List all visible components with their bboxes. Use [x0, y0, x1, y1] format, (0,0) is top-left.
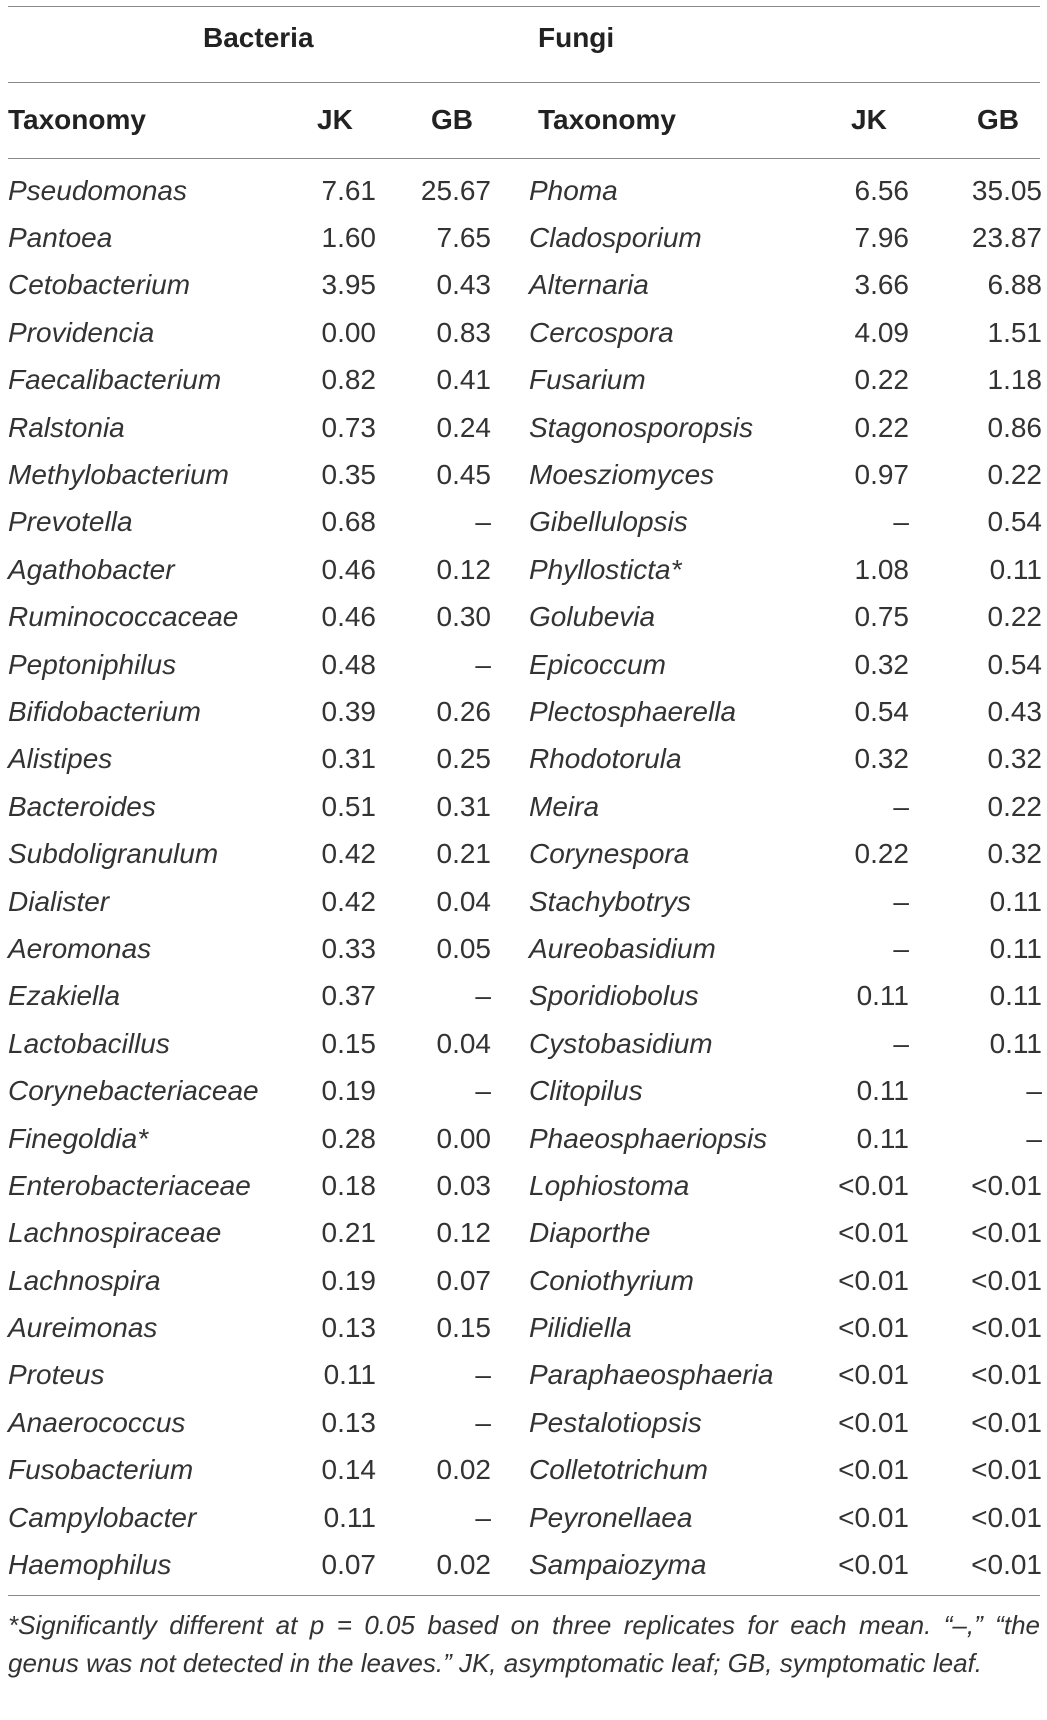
bacteria-gb-cell: 0.03: [436, 1169, 491, 1201]
fungi-gb-cell: 0.32: [987, 838, 1042, 870]
table-row: [8, 262, 1042, 309]
table-row: [8, 1304, 1042, 1351]
table-row: [8, 1067, 1042, 1114]
bacteria-taxon-cell: Agathobacter: [8, 553, 175, 585]
bacteria-taxon-cell: Campylobacter: [8, 1501, 197, 1533]
bacteria-taxon-cell: Faecalibacterium: [8, 364, 222, 396]
bacteria-gb-cell: –: [475, 1501, 491, 1533]
bacteria-jk-cell: 0.21: [321, 1217, 376, 1249]
fungi-jk-cell: –: [893, 506, 909, 538]
bacteria-gb-cell: –: [475, 648, 491, 680]
bacteria-taxon-cell: Ezakiella: [8, 980, 121, 1012]
table-row: [8, 641, 1042, 688]
table-row: [8, 451, 1042, 498]
bacteria-jk-cell: 0.11: [323, 1359, 376, 1391]
bacteria-gb-cell: 0.05: [436, 932, 491, 964]
bacteria-jk-cell: 7.61: [321, 174, 376, 206]
fungi-taxon-cell: Cladosporium: [529, 222, 702, 254]
table-row: [8, 830, 1042, 877]
bacteria-jk-cell: 0.51: [321, 790, 376, 822]
fungi-jk-cell: 0.11: [856, 1075, 909, 1107]
bacteria-gb-cell: 0.83: [436, 316, 491, 348]
bacteria-taxon-cell: Providencia: [8, 316, 155, 348]
table-row: [8, 167, 1042, 214]
fungi-taxon-cell: Sporidiobolus: [529, 980, 699, 1012]
fungi-gb-cell: 0.11: [989, 980, 1042, 1012]
table-row: [8, 1210, 1042, 1257]
fungi-taxon-cell: Coniothyrium: [529, 1264, 694, 1296]
fungi-jk-cell: <0.01: [838, 1501, 909, 1533]
fungi-taxon-cell: Rhodotorula: [529, 743, 682, 775]
bacteria-taxon-cell: Lachnospira: [8, 1264, 161, 1296]
bacteria-gb-cell: 0.24: [436, 411, 491, 443]
bacteria-jk-cell: 0.31: [321, 743, 376, 775]
bacteria-taxon-cell: Peptoniphilus: [8, 648, 177, 680]
table-row: [8, 1541, 1042, 1588]
fungi-gb-cell: <0.01: [971, 1406, 1042, 1438]
fungi-jk-cell: 1.08: [854, 553, 909, 585]
bacteria-taxon-cell: Pseudomonas: [8, 174, 188, 206]
bacteria-gb-cell: –: [475, 1406, 491, 1438]
table-row: [8, 736, 1042, 783]
fungi-jk-cell: 0.11: [856, 980, 909, 1012]
bacteria-taxon-cell: Prevotella: [8, 506, 133, 538]
table-row: [8, 404, 1042, 451]
fungi-jk-cell: 0.22: [854, 838, 909, 870]
fungi-taxon-cell: Gibellulopsis: [529, 506, 688, 538]
table-row: [8, 1257, 1042, 1304]
bacteria-gb-cell: 7.65: [436, 222, 491, 254]
fungi-taxon-cell: Epicoccum: [529, 648, 666, 680]
bacteria-jk-cell: 0.28: [321, 1122, 376, 1154]
bacteria-gb-cell: 0.07: [436, 1264, 491, 1296]
fungi-taxon-cell: Aureobasidium: [529, 932, 716, 964]
fungi-taxon-cell: Cystobasidium: [529, 1027, 713, 1059]
table-row: [8, 357, 1042, 404]
fungi-taxon-cell: Alternaria: [529, 269, 649, 301]
fungi-gb-cell: 0.22: [987, 601, 1042, 633]
bacteria-jk-cell: 0.07: [321, 1549, 376, 1581]
bacteria-taxon-cell: Dialister: [8, 885, 110, 917]
table-row: [8, 783, 1042, 830]
fungi-gb-cell: <0.01: [971, 1454, 1042, 1486]
fungi-gb-cell: <0.01: [971, 1549, 1042, 1581]
bacteria-jk-cell: 0.13: [321, 1312, 376, 1344]
column-header-rule: [8, 158, 1040, 159]
fungi-jk-cell: 0.54: [854, 695, 909, 727]
fungi-gb-cell: <0.01: [971, 1264, 1042, 1296]
bacteria-taxon-cell: Fusobacterium: [8, 1454, 194, 1486]
fungi-gb-cell: 1.51: [987, 316, 1042, 348]
bacteria-taxon-cell: Cetobacterium: [8, 269, 191, 301]
fungi-gb-cell: <0.01: [971, 1169, 1042, 1201]
fungi-taxon-cell: Phoma: [529, 174, 618, 206]
bacteria-jk-cell: 0.19: [321, 1264, 376, 1296]
fungi-gb-cell: 1.18: [987, 364, 1042, 396]
fungi-gb-cell: 0.22: [987, 459, 1042, 491]
fungi-taxon-cell: Colletotrichum: [529, 1454, 708, 1486]
bacteria-jk-cell: 3.95: [321, 269, 376, 301]
table-row: [8, 688, 1042, 735]
bacteria-jk-cell: 0.11: [323, 1501, 376, 1533]
bacteria-gb-cell: 0.41: [436, 364, 491, 396]
fungi-jk-cell: 6.56: [854, 174, 909, 206]
fungi-jk-cell: <0.01: [838, 1264, 909, 1296]
bacteria-gb-cell: 0.15: [436, 1312, 491, 1344]
top-rule: [8, 6, 1040, 7]
bacteria-gb-cell: 0.02: [436, 1454, 491, 1486]
bacteria-gb-cell: 0.43: [436, 269, 491, 301]
fungi-taxon-cell: Cercospora: [529, 316, 674, 348]
fungi-taxonomy-header: Taxonomy: [538, 104, 676, 135]
fungi-taxon-cell: Meira: [529, 790, 600, 822]
bacteria-jk-cell: 0.15: [321, 1027, 376, 1059]
fungi-taxon-cell: Diaporthe: [529, 1217, 651, 1249]
bacteria-gb-cell: 25.67: [420, 174, 491, 206]
fungi-jk-cell: 0.22: [854, 364, 909, 396]
table-row: [8, 499, 1042, 546]
bacteria-gb-cell: –: [475, 1075, 491, 1107]
fungi-taxon-cell: Fusarium: [529, 364, 646, 396]
bacteria-gb-cell: 0.30: [436, 601, 491, 633]
fungi-jk-cell: 0.32: [854, 743, 909, 775]
bacteria-jk-cell: 0.35: [321, 459, 376, 491]
table-row: [8, 1162, 1042, 1209]
fungi-jk-cell: –: [893, 790, 909, 822]
fungi-jk-cell: 3.66: [854, 269, 909, 301]
fungi-jk-cell: –: [893, 1027, 909, 1059]
bacteria-taxon-cell: Bacteroides: [8, 790, 156, 822]
fungi-taxon-cell: Stagonosporopsis: [529, 411, 754, 443]
bacteria-jk-cell: 0.48: [321, 648, 376, 680]
bacteria-jk-cell: 0.68: [321, 506, 376, 538]
fungi-gb-cell: 0.32: [987, 743, 1042, 775]
bacteria-gb-cell: 0.25: [436, 743, 491, 775]
bacteria-gb-cell: –: [475, 980, 491, 1012]
bacteria-taxon-cell: Anaerococcus: [8, 1406, 186, 1438]
bacteria-gb-cell: 0.12: [436, 1217, 491, 1249]
fungi-gb-cell: 0.22: [987, 790, 1042, 822]
bacteria-gb-cell: 0.04: [436, 1027, 491, 1059]
bacteria-taxon-cell: Alistipes: [8, 743, 113, 775]
bacteria-jk-cell: 0.14: [321, 1454, 376, 1486]
fungi-gb-cell: 35.05: [971, 174, 1042, 206]
fungi-jk-cell: 0.97: [854, 459, 909, 491]
taxonomy-table: [8, 167, 1042, 1589]
fungi-jk-cell: 0.75: [854, 601, 909, 633]
bacteria-gb-cell: 0.02: [436, 1549, 491, 1581]
fungi-taxon-cell: Corynespora: [529, 838, 690, 870]
bacteria-gb-cell: 0.04: [436, 885, 491, 917]
table-row: [8, 878, 1042, 925]
fungi-jk-cell: <0.01: [838, 1217, 909, 1249]
fungi-taxon-cell: Stachybotrys: [529, 885, 691, 917]
bacteria-jk-header: JK: [317, 104, 353, 135]
bacteria-taxon-cell: Ralstonia: [8, 411, 125, 443]
bacteria-jk-cell: 0.46: [321, 601, 376, 633]
table-row: [8, 1020, 1042, 1067]
fungi-gb-cell: 23.87: [971, 222, 1042, 254]
bacteria-taxon-cell: Corynebacteriaceae: [8, 1075, 259, 1107]
fungi-gb-cell: 0.54: [987, 648, 1042, 680]
table-row: [8, 309, 1042, 356]
fungi-taxon-cell: Pestalotiopsis: [529, 1406, 702, 1438]
fungi-gb-cell: 0.43: [987, 695, 1042, 727]
fungi-gb-cell: <0.01: [971, 1312, 1042, 1344]
bacteria-taxon-cell: Methylobacterium: [8, 459, 229, 491]
bacteria-gb-cell: 0.45: [436, 459, 491, 491]
fungi-gb-cell: 0.54: [987, 506, 1042, 538]
bacteria-jk-cell: 0.13: [321, 1406, 376, 1438]
bacteria-gb-cell: 0.26: [436, 695, 491, 727]
bacteria-jk-cell: 0.42: [321, 838, 376, 870]
fungi-jk-cell: 0.32: [854, 648, 909, 680]
fungi-gb-cell: 0.11: [989, 1027, 1042, 1059]
fungi-gb-cell: <0.01: [971, 1501, 1042, 1533]
bacteria-jk-cell: 0.46: [321, 553, 376, 585]
fungi-gb-cell: –: [1026, 1122, 1042, 1154]
bacteria-taxon-cell: Enterobacteriaceae: [8, 1169, 251, 1201]
bacteria-jk-cell: 0.37: [321, 980, 376, 1012]
fungi-taxon-cell: Peyronellaea: [529, 1501, 693, 1533]
fungi-group-title: Fungi: [538, 22, 615, 53]
fungi-gb-cell: 0.11: [989, 932, 1042, 964]
fungi-taxon-cell: Lophiostoma: [529, 1169, 690, 1201]
bacteria-taxon-cell: Aureimonas: [8, 1312, 158, 1344]
table-row: [8, 925, 1042, 972]
table-row: [8, 546, 1042, 593]
fungi-jk-cell: <0.01: [838, 1454, 909, 1486]
fungi-taxon-cell: Phaeosphaeriopsis: [529, 1122, 768, 1154]
fungi-gb-cell: 0.11: [989, 885, 1042, 917]
table-row: [8, 594, 1042, 641]
bacteria-taxon-cell: Ruminococcaceae: [8, 601, 239, 633]
bacteria-taxon-cell: Lactobacillus: [8, 1027, 170, 1059]
bacteria-jk-cell: 0.73: [321, 411, 376, 443]
fungi-taxon-cell: Phyllosticta*: [529, 553, 682, 585]
bacteria-jk-cell: 0.18: [321, 1169, 376, 1201]
fungi-taxon-cell: Moesziomyces: [529, 459, 715, 491]
bacteria-jk-cell: 0.82: [321, 364, 376, 396]
bacteria-gb-cell: –: [475, 506, 491, 538]
fungi-jk-cell: 0.11: [856, 1122, 909, 1154]
bacteria-taxon-cell: Pantoea: [8, 222, 113, 254]
table-row: [8, 1115, 1042, 1162]
table-row: [8, 1447, 1042, 1494]
fungi-gb-cell: <0.01: [971, 1359, 1042, 1391]
bacteria-jk-cell: 1.60: [321, 222, 376, 254]
table-row: [8, 1399, 1042, 1446]
bacteria-gb-cell: 0.00: [436, 1122, 491, 1154]
fungi-gb-cell: 6.88: [987, 269, 1042, 301]
bacteria-taxon-cell: Subdoligranulum: [8, 838, 219, 870]
fungi-taxon-cell: Clitopilus: [529, 1075, 643, 1107]
table-footnote: *Significantly different at p = 0.05 based on three replicates for each mean. “–,” “the genus was not detected in the leaves.” JK, asymptomatic leaf; GB, symptomatic leaf.: [8, 1610, 1040, 1678]
fungi-jk-cell: <0.01: [838, 1406, 909, 1438]
bacteria-gb-cell: 0.12: [436, 553, 491, 585]
bacteria-gb-cell: –: [475, 1359, 491, 1391]
table-body: [8, 167, 1042, 1589]
bacteria-taxon-cell: Aeromonas: [8, 932, 152, 964]
fungi-jk-cell: 4.09: [854, 316, 909, 348]
bacteria-jk-cell: 0.39: [321, 695, 376, 727]
bacteria-jk-cell: 0.00: [321, 316, 376, 348]
fungi-taxon-cell: Golubevia: [529, 601, 656, 633]
fungi-taxon-cell: Pilidiella: [529, 1312, 632, 1344]
fungi-jk-cell: <0.01: [838, 1169, 909, 1201]
table-row: [8, 1352, 1042, 1399]
fungi-jk-cell: –: [893, 885, 909, 917]
bacteria-group-title: Bacteria: [203, 22, 314, 53]
bacteria-taxon-cell: Proteus: [8, 1359, 105, 1391]
fungi-jk-cell: 7.96: [854, 222, 909, 254]
fungi-taxon-cell: Paraphaeosphaeria: [529, 1359, 774, 1391]
table-row: [8, 214, 1042, 261]
bottom-rule: [8, 1595, 1040, 1596]
fungi-jk-cell: <0.01: [838, 1549, 909, 1581]
fungi-gb-cell: 0.86: [987, 411, 1042, 443]
table-row: [8, 1494, 1042, 1541]
bacteria-taxon-cell: Haemophilus: [8, 1549, 172, 1581]
fungi-jk-cell: –: [893, 932, 909, 964]
fungi-gb-cell: –: [1026, 1075, 1042, 1107]
bacteria-jk-cell: 0.19: [321, 1075, 376, 1107]
bacteria-taxon-cell: Bifidobacterium: [8, 695, 201, 727]
fungi-jk-cell: <0.01: [838, 1359, 909, 1391]
fungi-taxon-cell: Plectosphaerella: [529, 695, 737, 727]
bacteria-jk-cell: 0.33: [321, 932, 376, 964]
fungi-gb-cell: <0.01: [971, 1217, 1042, 1249]
table-row: [8, 973, 1042, 1020]
bacteria-gb-header: GB: [431, 104, 473, 135]
fungi-jk-cell: 0.22: [854, 411, 909, 443]
bacteria-gb-cell: 0.31: [436, 790, 491, 822]
bacteria-taxon-cell: Finegoldia*: [8, 1122, 149, 1154]
bacteria-gb-cell: 0.21: [436, 838, 491, 870]
fungi-gb-header: GB: [977, 104, 1019, 135]
fungi-jk-cell: <0.01: [838, 1312, 909, 1344]
group-header-rule: [8, 82, 1040, 83]
bacteria-taxon-cell: Lachnospiraceae: [8, 1217, 222, 1249]
fungi-jk-header: JK: [851, 104, 887, 135]
bacteria-taxonomy-header: Taxonomy: [8, 104, 146, 135]
fungi-taxon-cell: Sampaiozyma: [529, 1549, 707, 1581]
fungi-gb-cell: 0.11: [989, 553, 1042, 585]
bacteria-jk-cell: 0.42: [321, 885, 376, 917]
